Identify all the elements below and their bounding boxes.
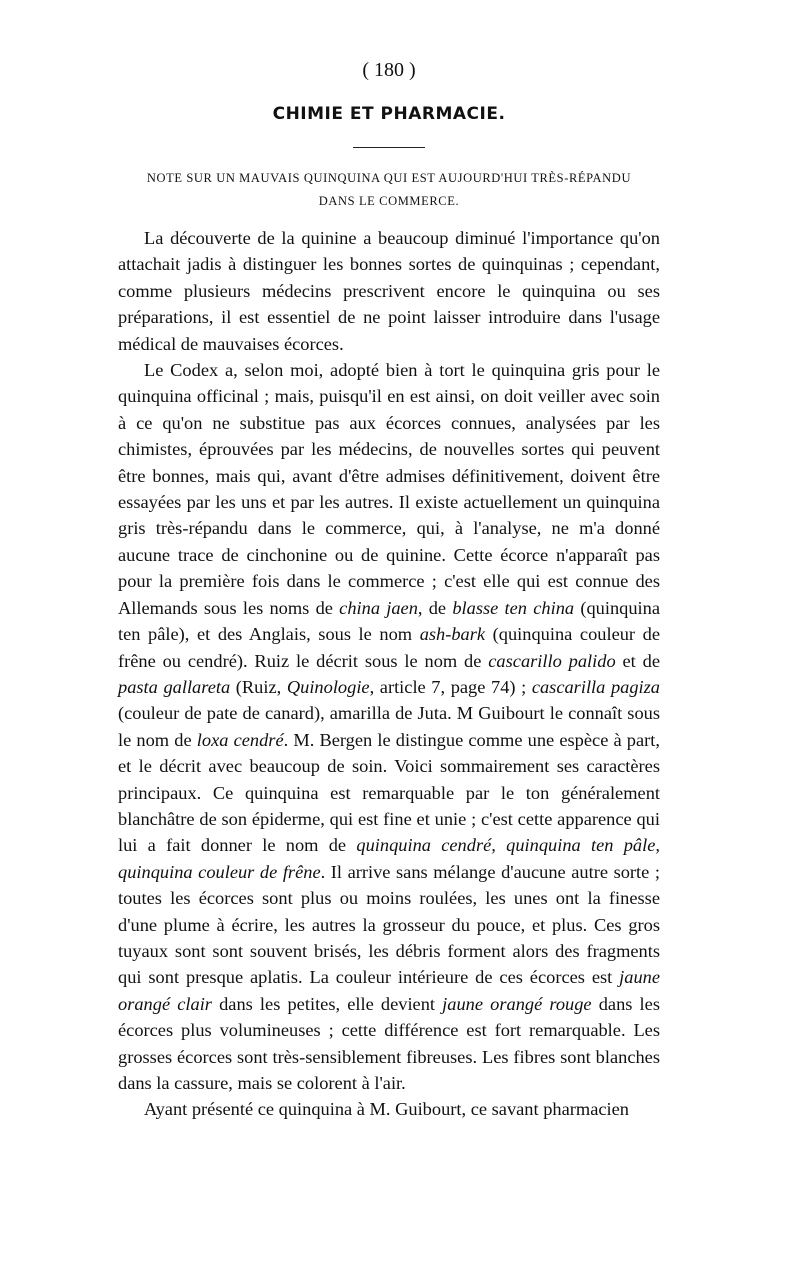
italic-term: china jaen bbox=[339, 597, 418, 618]
text-run: dans les écorces plus volumineuses ; cette différence est fort remarquable. Les grosses écorces sont très-sensiblement fibreuses. Les fibres sont blanches dans la cassure, mais se colorent à l'air. bbox=[118, 993, 660, 1093]
text-run: . Il arrive sans mélange d'aucune autre sorte ; toutes les écorces sont plus ou moins roulées, les unes ont la finesse d'une plume à écrire, les autres la grosseur du pouce, et plus. Ces gros tuyaux sont sont souvent brisés, les débris forment alors des fragments qui sont presque aplatis. La couleur intérieure de ces écorces est bbox=[118, 861, 660, 988]
note-title-line-1: NOTE SUR UN MAUVAIS QUINQUINA QUI EST AUJOURD'HUI TRÈS-RÉPANDU bbox=[146, 171, 632, 185]
text-run: (Ruiz, bbox=[230, 676, 287, 697]
text-run: , de bbox=[417, 597, 453, 618]
italic-term: loxa cendré bbox=[196, 729, 284, 750]
italic-term: jaune orangé rouge bbox=[442, 993, 592, 1014]
italic-term: cascarillo palido bbox=[488, 650, 616, 671]
text-run: dans les petites, elle devient bbox=[211, 993, 443, 1014]
italic-term: Quinologie bbox=[286, 676, 370, 697]
text-run: (couleur de pate de canard), amarilla de Juta. M Guibourt le connaît sous le nom de bbox=[118, 703, 660, 750]
article-body bbox=[118, 225, 660, 1123]
italic-term: cascarilla pagiza bbox=[531, 676, 661, 697]
text-run: (quinquina couleur de frêne ou cendré). Ruiz le décrit sous le nom de bbox=[118, 624, 660, 671]
text-run: . M. Bergen le distingue comme une espèce à part, et le décrit avec beaucoup de soin. Voici sommairement ses caractères principaux. Ce quinquina est remarquable par le ton généralement blanchâtre de son épiderme, qui est fine et unie ; c'est cette apparence qui lui a fait donner le nom de bbox=[118, 729, 660, 856]
page-number: ( 180 ) bbox=[362, 59, 416, 81]
divider-rule bbox=[353, 147, 425, 148]
text-run: et de bbox=[615, 650, 660, 671]
note-title bbox=[118, 167, 660, 213]
text-run: (quinquina ten pâle), et des Anglais, sous le nom bbox=[118, 597, 660, 645]
paragraph-2 bbox=[118, 357, 660, 1096]
italic-term: blasse ten china bbox=[452, 597, 575, 618]
text-run: , article 7, page 74) ; bbox=[369, 676, 532, 697]
note-title-line-2: DANS LE COMMERCE. bbox=[318, 194, 460, 208]
text-run: Le Codex a, selon moi, adopté bien à tort le quinquina gris pour le quinquina officinal ; mais, puisqu'il en est ainsi, on doit veiller avec soin à ce qu'on ne substitue pas aux écorces connues, analysées par les chimistes, éprouvées par les médecins, de nouvelles sortes qui peuvent être bonnes, mais qui, avant d'être admises définitivement, doivent être essayées par les uns et par les autres. Il existe actuellement un quinquina gris très-répandu dans le commerce, qui, à l'analyse, ne m'a donné aucune trace de cinchonine ou de quinine. Cette écorce n'apparaît pas pour la première fois dans le commerce ; c'est elle qui est connue des Allemands sous les noms de bbox=[118, 360, 660, 618]
book-page bbox=[118, 58, 660, 1123]
italic-term: jaune orangé clair bbox=[118, 967, 660, 1014]
italic-term: ash-bark bbox=[419, 624, 486, 645]
paragraph-1: La découverte de la quinine a beaucoup diminué l'importance qu'on attachait jadis à distinguer les bonnes sortes de quinquinas ; cependant, comme plusieurs médecins prescrivent encore le quinquina ou ses préparations, il est essentiel de ne point laisser introduire dans l'usage médical de mauvaises écorces. bbox=[118, 228, 660, 354]
paragraph-3: Ayant présenté ce quinquina à M. Guibourt, ce savant pharmacien bbox=[144, 1099, 629, 1120]
italic-term: quinquina cendré, quinquina ten pâle, quinquina couleur de frêne bbox=[118, 835, 660, 882]
section-title: CHIMIE ET PHARMACIE. bbox=[272, 104, 506, 124]
italic-term: pasta gallareta bbox=[118, 676, 231, 697]
